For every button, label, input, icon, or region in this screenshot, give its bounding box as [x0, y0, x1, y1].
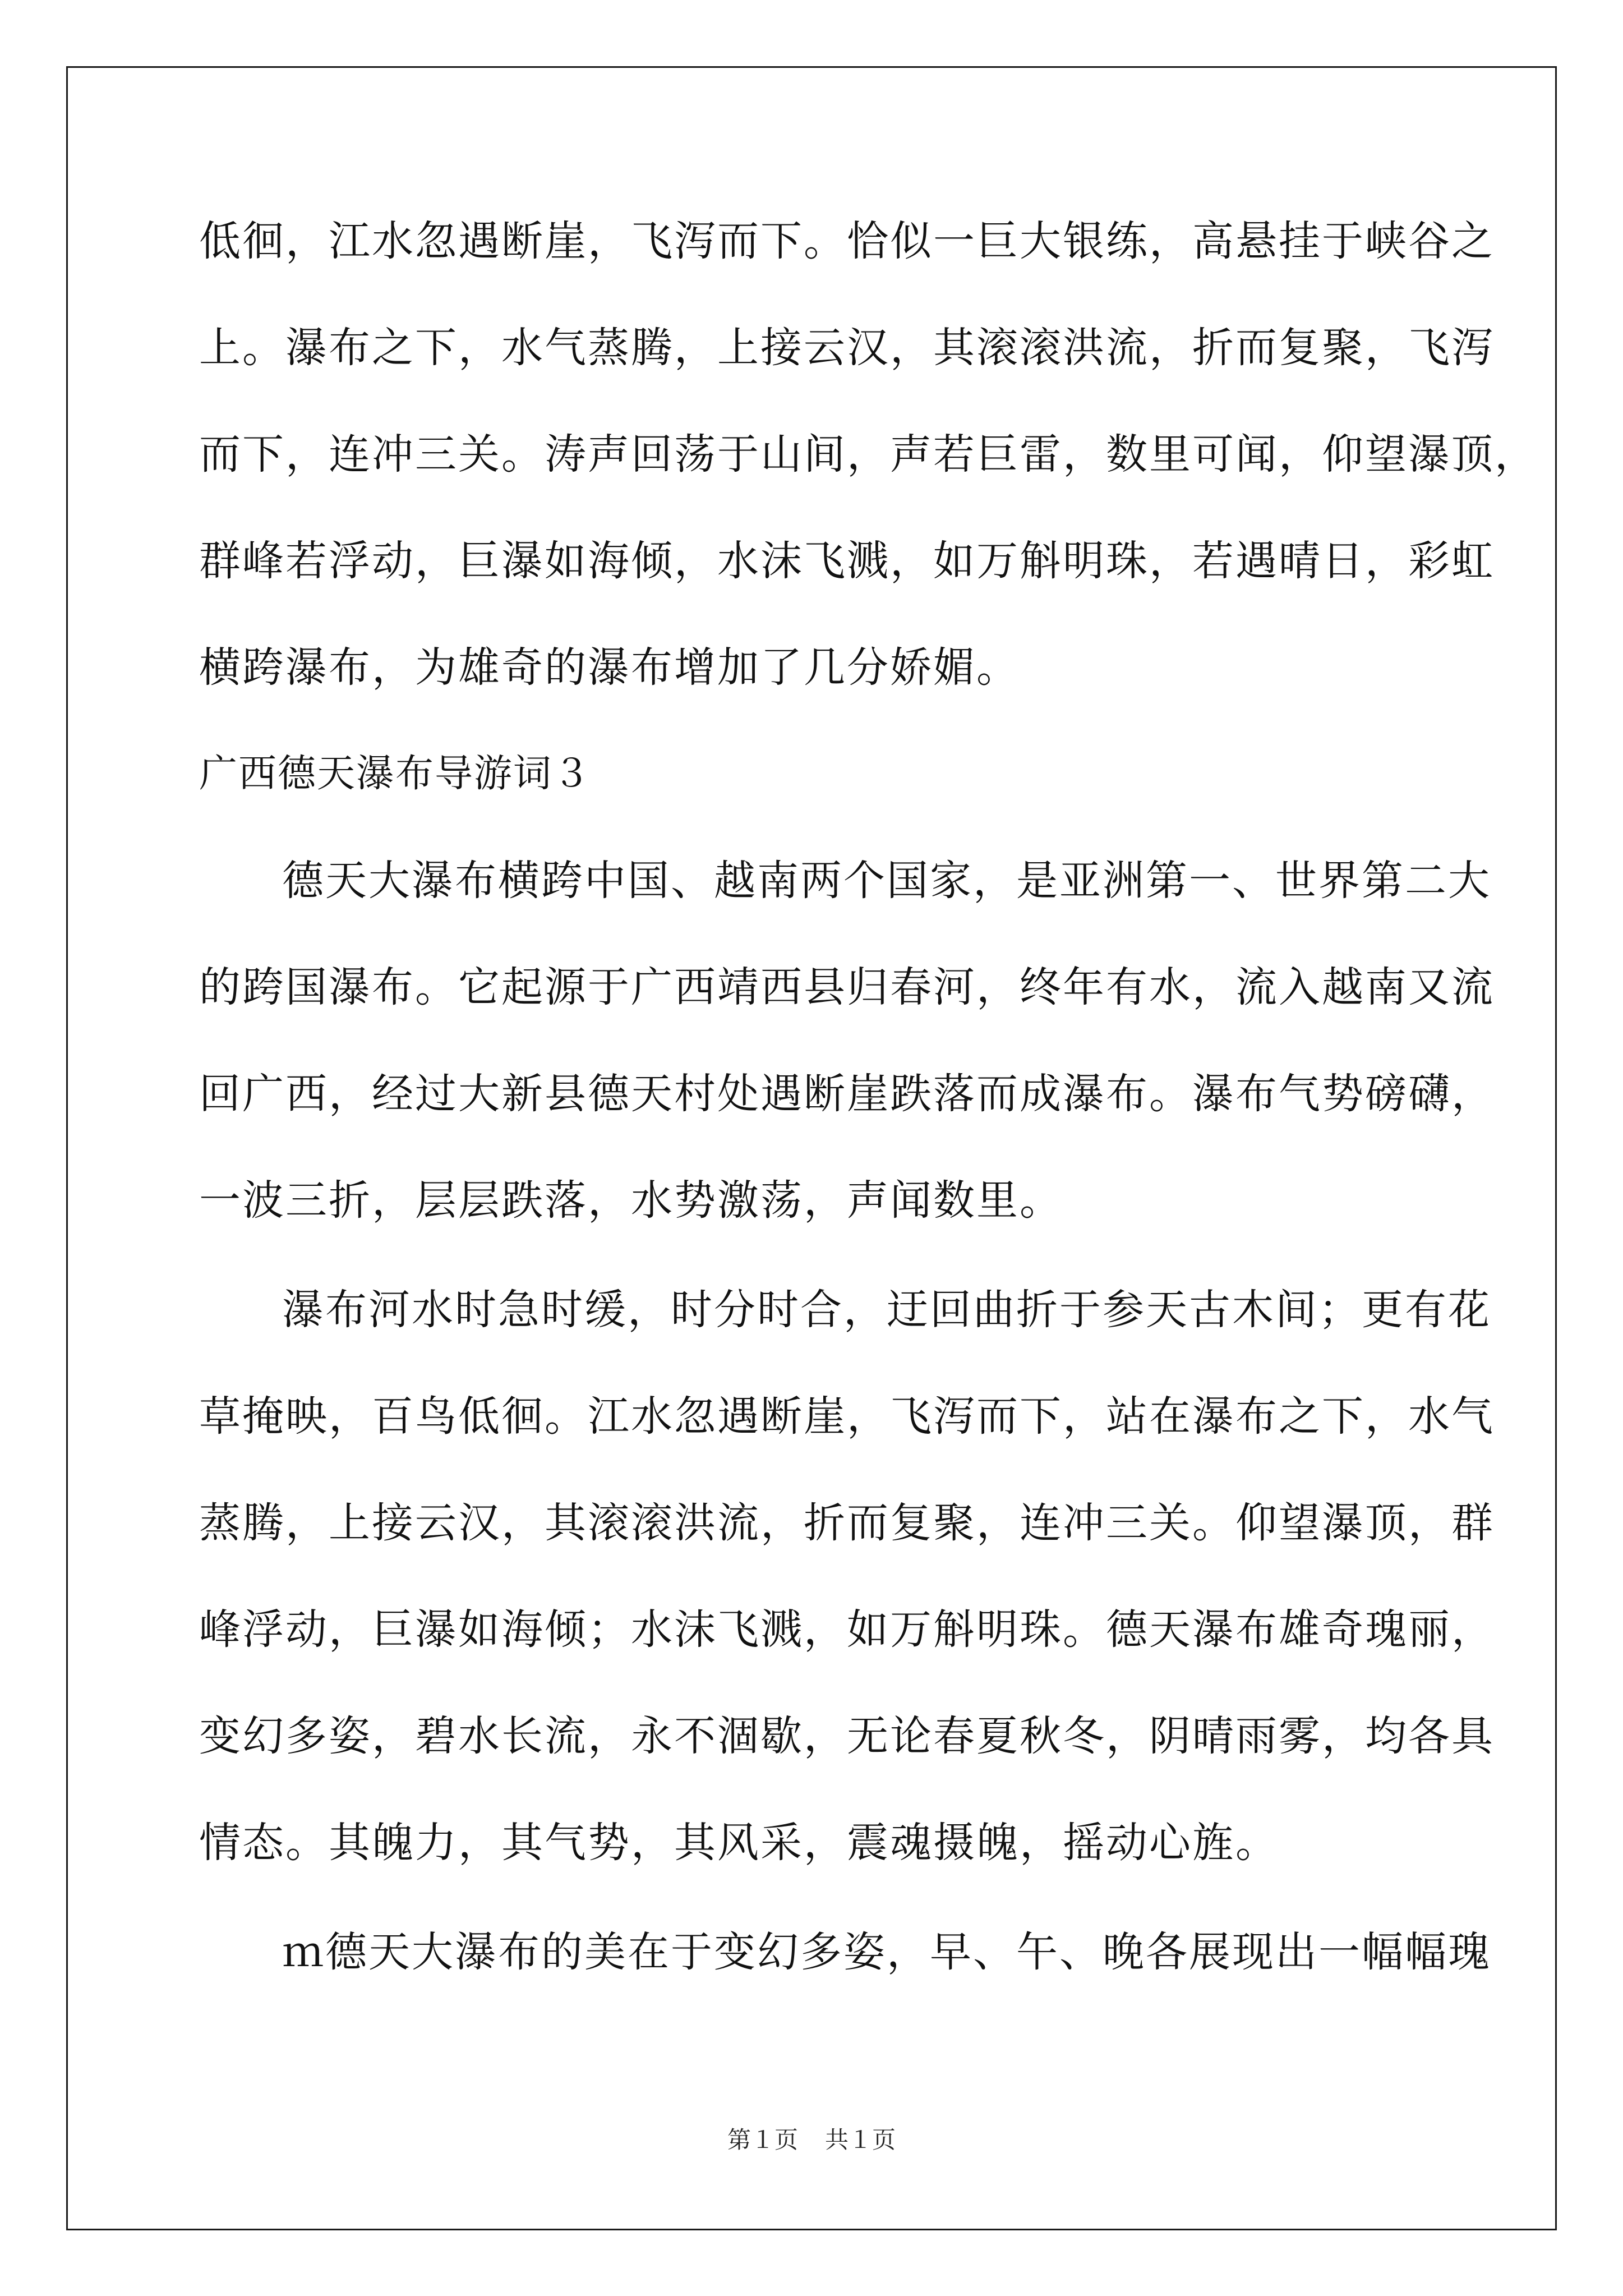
paragraph-line: 瀑布河水时急时缓，时分时合，迂回曲折于参天古木间；更有花	[282, 1286, 1491, 1334]
section-heading: 广西德天瀑布导游词３	[199, 752, 592, 796]
page-border	[66, 66, 1557, 2230]
paragraph-line: 回广西，经过大新县德天村处遇断崖跌落而成瀑布。瀑布气势磅礴，	[199, 1070, 1495, 1118]
paragraph-line: 草掩映，百鸟低徊。江水忽遇断崖，飞泻而下，站在瀑布之下，水气	[199, 1392, 1495, 1441]
page-footer	[0, 2123, 1623, 2157]
paragraph-line: ｍ德天大瀑布的美在于变幻多姿，早、午、晚各展现出一幅幅瑰	[282, 1928, 1491, 1976]
paragraph-line: 蒸腾，上接云汉，其滚滚洪流，折而复聚，连冲三关。仰望瀑顶，群	[199, 1499, 1495, 1547]
paragraph-line: 情态。其魄力，其气势，其风采，震魂摄魄，摇动心旌。	[199, 1819, 1279, 1867]
paragraph-line: 横跨瀑布，为雄奇的瀑布增加了几分娇媚。	[199, 643, 1020, 692]
paragraph-line: 而下，连冲三关。涛声回荡于山间，声若巨雷，数里可闻，仰望瀑顶，	[199, 430, 1538, 478]
page-number: 第１页	[727, 2126, 798, 2154]
paragraph-line: 低徊，江水忽遇断崖，飞泻而下。恰似一巨大银练，高悬挂于峡谷之	[199, 217, 1495, 265]
paragraph-line: 德天大瀑布横跨中国、越南两个国家，是亚洲第一、世界第二大	[282, 857, 1491, 905]
paragraph-line: 变幻多姿，碧水长流，永不涸歇，无论春夏秋冬，阴晴雨雾，均各具	[199, 1712, 1495, 1760]
paragraph-line: 上。瀑布之下，水气蒸腾，上接云汉，其滚滚洪流，折而复聚，飞泻	[199, 324, 1495, 372]
paragraph-line: 的跨国瀑布。它起源于广西靖西县归春河，终年有水，流入越南又流	[199, 963, 1495, 1011]
paragraph-line: 群峰若浮动，巨瀑如海倾，水沫飞溅，如万斛明珠，若遇晴日，彩虹	[199, 537, 1495, 585]
paragraph-line: 一波三折，层层跌落，水势激荡，声闻数里。	[199, 1176, 1063, 1225]
paragraph-line: 峰浮动，巨瀑如海倾；水沫飞溅，如万斛明珠。德天瀑布雄奇瑰丽，	[199, 1605, 1495, 1654]
page-total: 共１页	[825, 2126, 896, 2154]
